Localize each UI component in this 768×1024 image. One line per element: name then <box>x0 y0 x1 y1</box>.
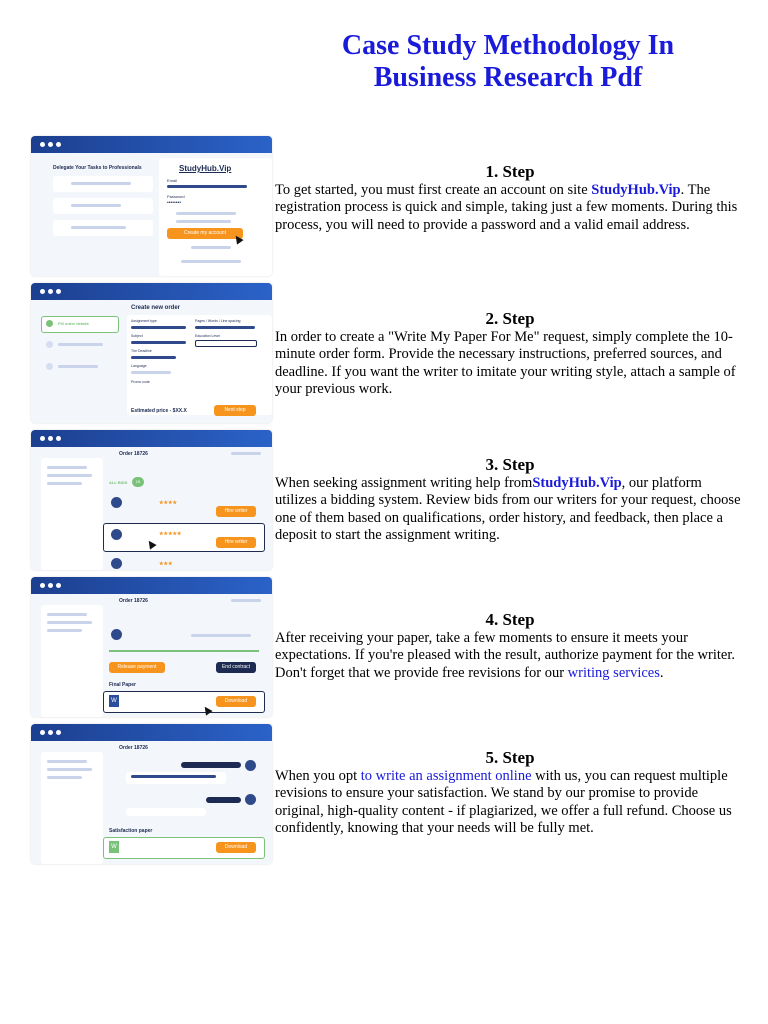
release-payment-button[interactable]: Release payment <box>109 662 165 673</box>
step-1 <box>275 163 745 234</box>
step-4 <box>275 611 745 682</box>
window-titlebar <box>31 283 272 300</box>
window-titlebar <box>31 430 272 447</box>
word-doc-icon: W <box>109 695 119 707</box>
screenshot-bids: Order 18726 ALL BIDS 15 ★★★★ Hire writer ★★★★★ Hire writer ★★★ <box>31 430 272 570</box>
step-text: When seeking assignment writing help fromStudyHub.Vip, our platform utilizes a bidding system. Review bids from our writers for your request, choose one of them based on qualifications, order history, and feedback, then place a deposit to start the assignment writing. <box>275 475 741 543</box>
order-number: Order 18726 <box>119 598 148 604</box>
studyhub-link[interactable]: StudyHub.Vip <box>532 475 622 492</box>
write-assignment-link[interactable]: to write an assignment online <box>360 768 532 785</box>
screenshot-order-form: Create new order Fill order details Assignment type Pages / Words / Line spacing Subject Education Level The Deadline Language Promo code Estimated price - $XX.X Next step <box>31 283 272 423</box>
step-text: To get started, you must first create an account on site StudyHub.Vip. The registration process is quick and simple, taking just a few moments. During this process, you will need to provide a password and a valid email address. <box>275 182 738 233</box>
brand-logo: StudyHub.Vip <box>179 164 232 173</box>
create-account-button[interactable]: Create my account <box>167 228 243 239</box>
step-text: In order to create a "Write My Paper For Me" request, simply complete the 10-minute order form. Provide the necessary instructions, preferred sources, and deadline. If you want the writer to imitate your writing style, attach a sample of your previous work. <box>275 329 736 397</box>
page-title: Case Study Methodology In Business Research Pdf <box>341 30 675 93</box>
download-button[interactable]: Download <box>216 696 256 707</box>
order-number: Order 18726 <box>119 451 148 457</box>
hire-writer-button[interactable]: Hire writer <box>216 537 256 548</box>
window-titlebar <box>31 724 272 741</box>
window-titlebar <box>31 136 272 153</box>
order-number: Order 18726 <box>119 745 148 751</box>
writing-services-link[interactable]: writing services <box>567 664 660 681</box>
password-field[interactable]: •••••••• <box>167 200 182 206</box>
step-heading: 5. Step <box>485 748 535 767</box>
thumb-heading: Delegate Your Tasks to Professionals <box>53 165 142 171</box>
step-5 <box>275 749 745 837</box>
studyhub-link[interactable]: StudyHub.Vip <box>591 182 681 199</box>
step-text: When you opt to write an assignment online with us, you can request multiple revisions to ensure your satisfaction. We stand by our promise to provide original, high-quality content - if plagiarized, we offer a full refund. Choose us confidently, knowing that your needs will be fully met. <box>275 768 732 836</box>
word-doc-icon: W <box>109 841 119 853</box>
screenshot-create-account: Delegate Your Tasks to Professionals StudyHub.Vip Email Password •••••••• Create my account <box>31 136 272 276</box>
download-button[interactable]: Download <box>216 842 256 853</box>
step-heading: 4. Step <box>485 610 535 629</box>
window-titlebar <box>31 577 272 594</box>
estimated-price: Estimated price - $XX.X <box>131 408 187 414</box>
screenshot-release-payment: Order 18726 Release payment End contract Final Paper W Download <box>31 577 272 717</box>
email-field[interactable] <box>167 185 247 188</box>
end-contract-button[interactable]: End contract <box>216 662 256 673</box>
hire-writer-button[interactable]: Hire writer <box>216 506 256 517</box>
step-heading: 2. Step <box>485 309 535 328</box>
thumb-heading: Create new order <box>131 305 181 311</box>
step-3 <box>275 456 745 544</box>
step-heading: 1. Step <box>485 162 535 181</box>
screenshot-revisions: Order 18726 Satisfaction paper W Download <box>31 724 272 864</box>
step-heading: 3. Step <box>485 455 535 474</box>
next-step-button[interactable]: Next step <box>214 405 256 416</box>
step-2 <box>275 310 745 398</box>
step-text: After receiving your paper, take a few moments to ensure it meets your expectations. If you're pleased with the result, authorize payment for the writer. Don't forget that we provide free revisions for our writing services. <box>275 630 736 681</box>
